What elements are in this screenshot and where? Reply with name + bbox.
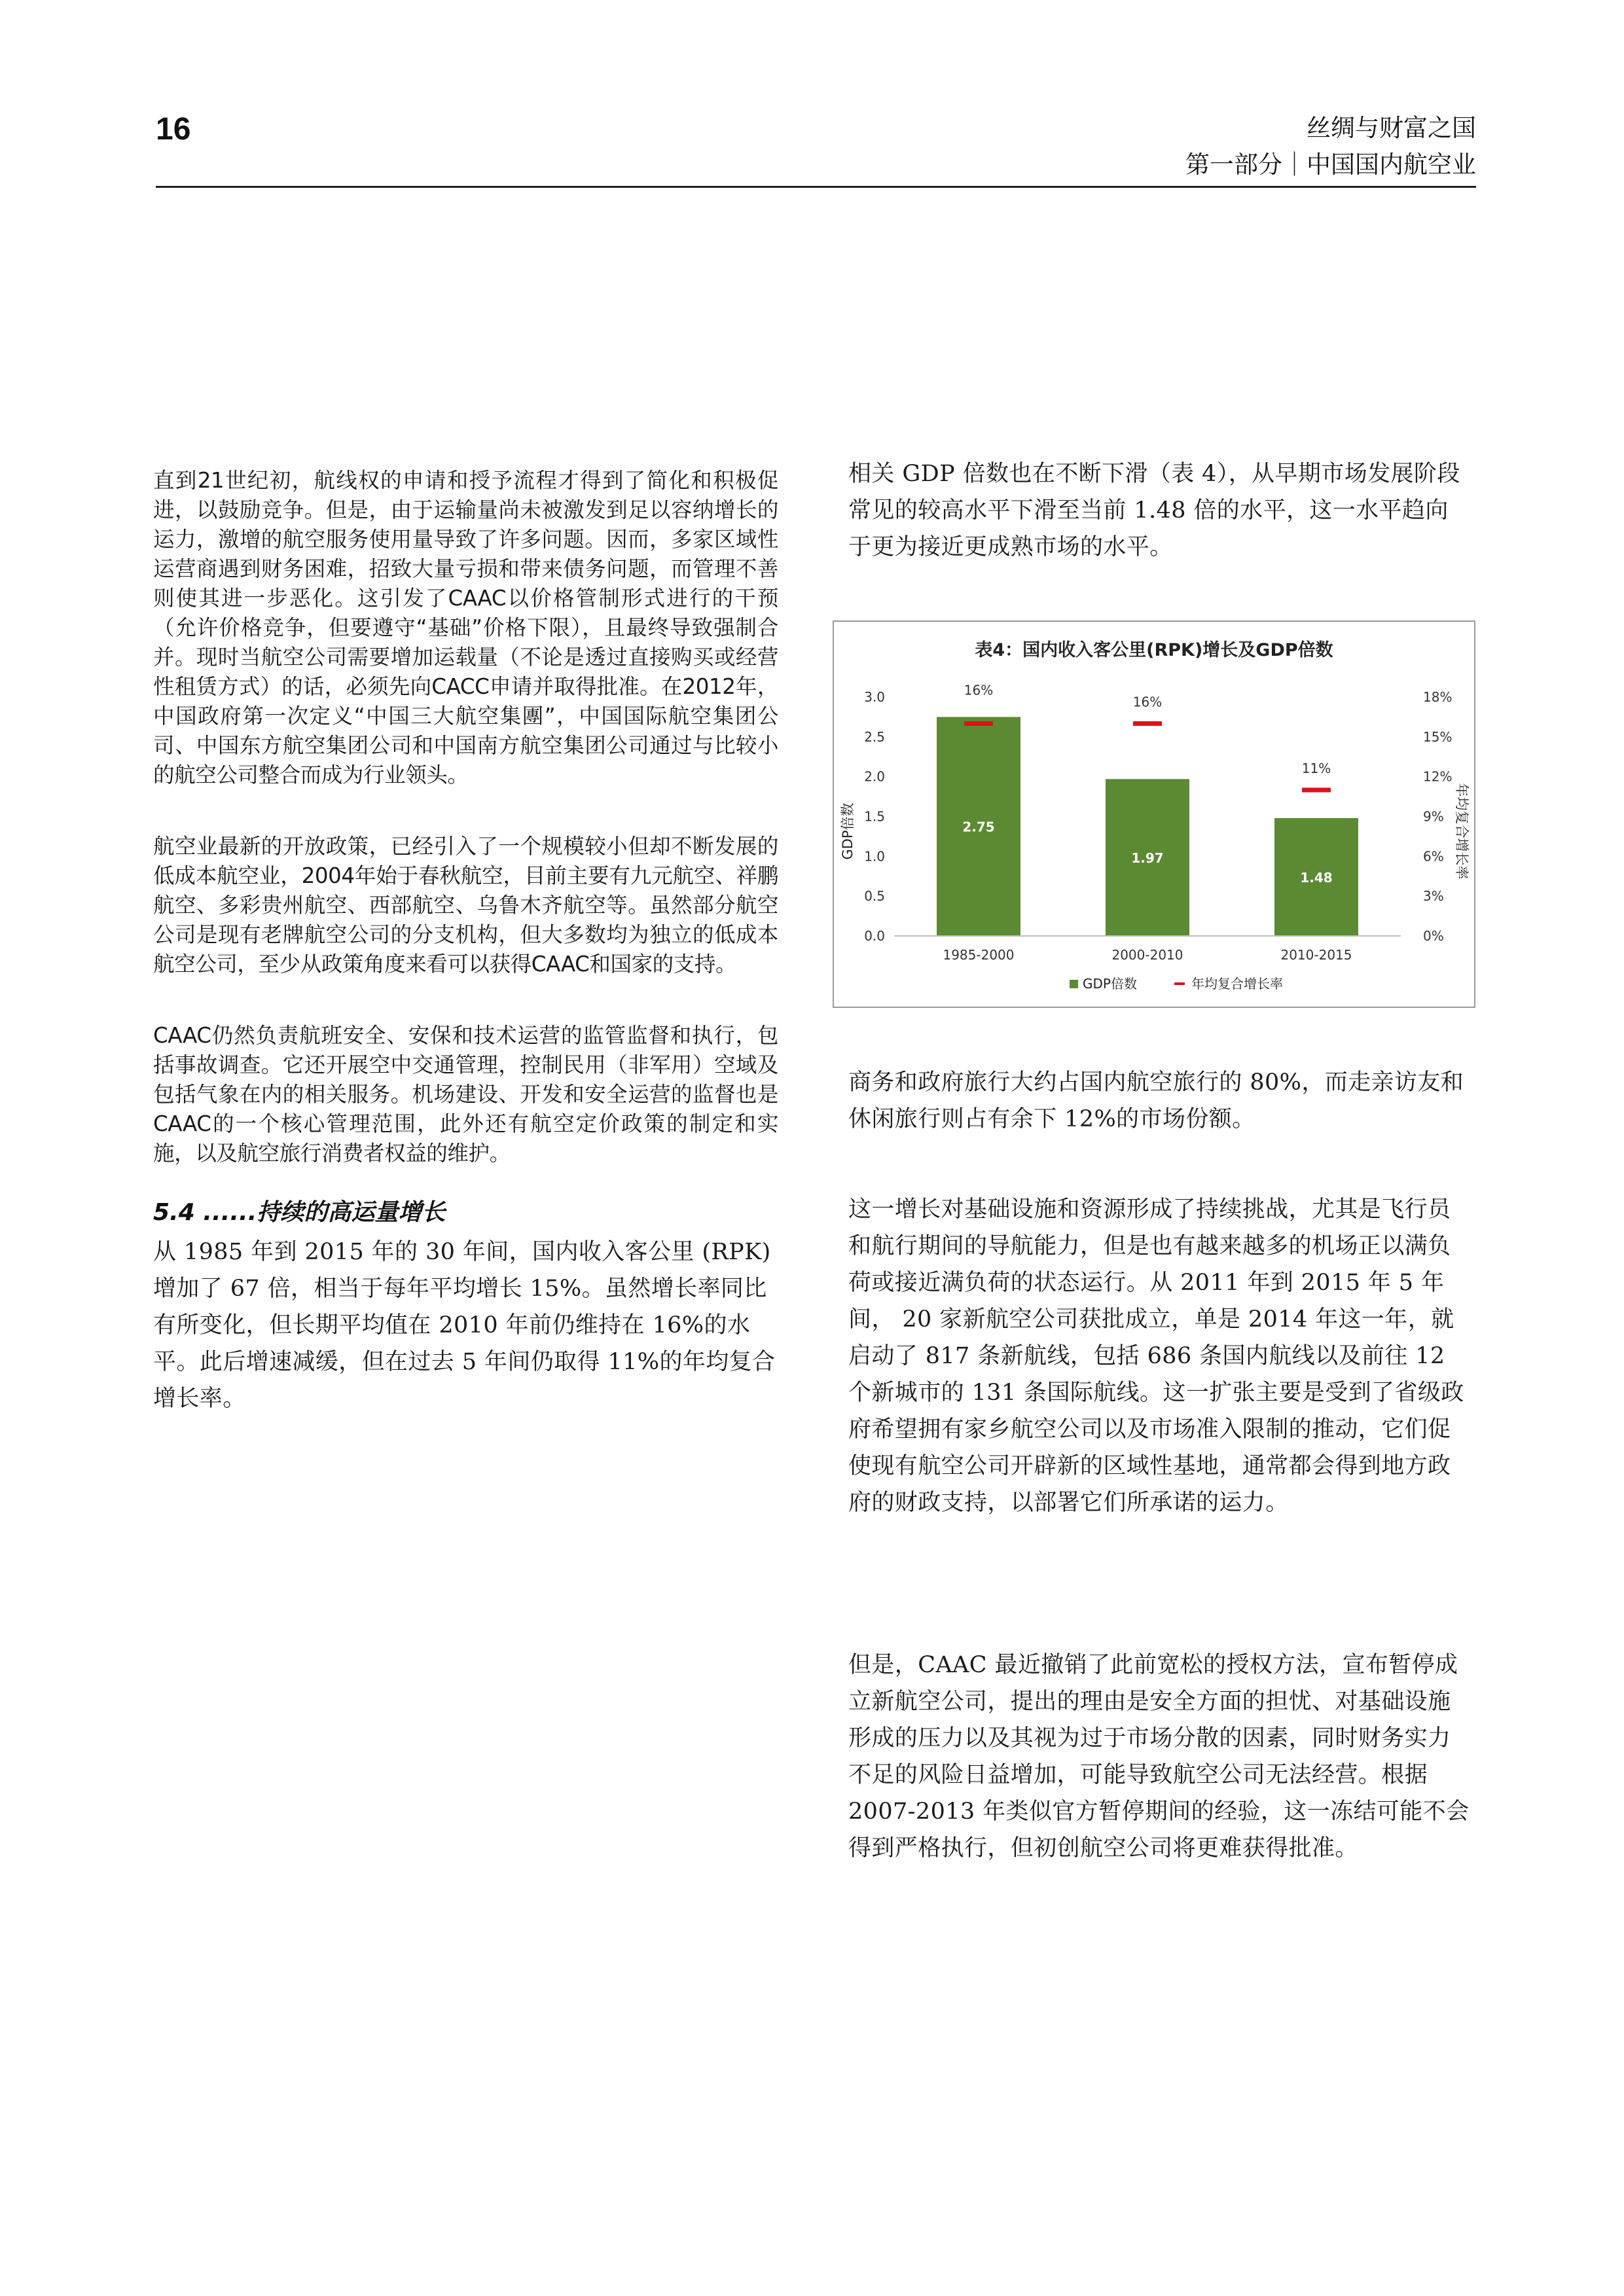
y2-axis-label: 年均复合增长率	[1454, 783, 1470, 880]
section-heading: 5.4 ......持续的高运量增长	[153, 1199, 446, 1226]
left-column	[153, 466, 778, 1417]
chart-container	[833, 620, 1475, 1008]
bar-value-label: 1.48	[1300, 869, 1333, 886]
y-tick-label: 0.0	[864, 928, 885, 944]
y2-tick-label: 0%	[1423, 928, 1444, 944]
y-tick-label: 2.5	[864, 728, 885, 745]
section-title: 第一部分｜中国国内航空业	[1185, 151, 1476, 179]
y-tick-label: 1.5	[864, 808, 885, 825]
paragraph: 航空业最新的开放政策，已经引入了一个规模较小但却不断发展的低成本航空业，2004年始于春秋航空，目前主要有九元航空、祥鹏航空、多彩贵州航空、西部航空、乌鲁木齐航空等。虽然部分航空公司是现有老牌航空公司的分支机构，但大多数均为独立的低成本航空公司，至少从政策角度来看可以获得CAAC和国家的支持。	[153, 834, 778, 977]
bar-value-label: 1.97	[1131, 850, 1164, 867]
document-title: 丝绸与财富之国	[1307, 114, 1476, 142]
bar-value-label: 2.75	[962, 819, 995, 835]
legend	[1070, 976, 1283, 992]
legend-label-bar: GDP倍数	[1083, 976, 1137, 992]
page-number: 16	[156, 112, 191, 147]
y-tick-label: 2.0	[864, 768, 885, 785]
y-tick-label: 3.0	[864, 689, 885, 705]
y2-tick-label: 3%	[1423, 888, 1444, 905]
y-axis-label: GDP倍数	[840, 802, 856, 860]
growth-rate-label: 11%	[1301, 760, 1331, 776]
paragraph: 直到21世纪初，航线权的申请和授予流程才得到了简化和积极促进，以鼓励竞争。但是，由于运输量尚未被激发到足以容纳增长的运力，激增的航空服务使用量导致了许多问题。因而，多家区域性运营商遇到财务困难，招致大量亏损和带来债务问题，而管理不善则使其进一步恶化。这引发了CAAC以价格管制形式进行的干预（允许价格竞争，但要遵守“基础”价格下限），且最终导致强制合并。现时当航空公司需要增加运载量（不论是透过直接购买或经营性租赁方式）的话，必须先向CACC申请并取得批准。在2012年， 中国政府第一次定义“中国三大航空集團”，中国国际航空集团公司、中国东方航空集团公司和中国南方航空集团公司通过与比较小的航空公司整合而成为行业领头。	[153, 468, 778, 787]
running-header	[1185, 110, 1476, 183]
x-tick-label: 1985-2000	[943, 947, 1015, 963]
y-tick-label: 1.0	[864, 848, 885, 865]
y2-tick-label: 9%	[1423, 808, 1444, 825]
right-paragraph-4	[848, 1647, 1470, 1867]
legend-swatch-bar	[1070, 980, 1078, 988]
right-paragraph-2	[848, 1064, 1470, 1138]
right-paragraph-3	[848, 1191, 1470, 1521]
paragraph: 但是，CAAC 最近撤销了此前宽松的授权方法，宣布暂停成立新航空公司，提出的理由是安全方面的担忧、对基础设施形成的压力以及其视为过于市场分散的因素，同时财务实力不足的风险日益增加，可能导致航空公司无法经营。根据 2007-2013 年类似官方暂停期间的经验，这一冻结可能不会得到严格执行，但初创航空公司将更难获得批准。	[848, 1652, 1470, 1861]
legend-label-marker: 年均复合增长率	[1191, 976, 1283, 992]
y-tick-label: 0.5	[864, 888, 885, 905]
growth-rate-label: 16%	[964, 682, 994, 698]
y2-tick-label: 15%	[1423, 728, 1453, 745]
right-column-intro	[848, 456, 1470, 565]
x-tick-label: 2000-2010	[1111, 947, 1183, 963]
y2-tick-label: 12%	[1423, 768, 1453, 785]
chart-title: 表4：国内收入客公里(RPK)增长及GDP倍数	[975, 640, 1333, 660]
header-divider	[156, 186, 1476, 188]
growth-rate-label: 16%	[1132, 694, 1163, 710]
paragraph: CAAC仍然负责航班安全、安保和技术运营的监管监督和执行，包括事故调查。它还开展空中交通管理，控制民用（非军用）空域及包括气象在内的相关服务。机场建设、开发和安全运营的监督也是CAAC的一个核心管理范围，此外还有航空定价政策的制定和实施，以及航空旅行消费者权益的维护。	[153, 1023, 778, 1166]
paragraph: 相关 GDP 倍数也在不断下滑（表 4），从早期市场发展阶段常见的较高水平下滑至当前 1.48 倍的水平，这一水平趋向于更为接近更成熟市场的水平。	[848, 461, 1460, 560]
paragraph: 商务和政府旅行大约占国内航空旅行的 80%，而走亲访友和休闲旅行则占有余下 12%的市场份额。	[848, 1069, 1464, 1132]
y2-tick-label: 6%	[1423, 848, 1444, 865]
y2-tick-label: 18%	[1423, 689, 1453, 705]
paragraph: 从 1985 年到 2015 年的 30 年间，国内收入客公里 (RPK)增加了 67 倍，相当于每年平均增长 15%。虽然增长率同比有所变化，但长期平均值在 2010 年前仍维持在 16%的水平。此后增速减缓，但在过去 5 年间仍取得 11%的年均复合增长率。	[153, 1239, 776, 1412]
chart	[834, 622, 1474, 1007]
x-tick-label: 2010-2015	[1280, 947, 1352, 963]
paragraph: 这一增长对基础设施和资源形成了持续挑战，尤其是飞行员和航行期间的导航能力，但是也有越来越多的机场正以满负荷或接近满负荷的状态运行。从 2011 年到 2015 年 5 年间， 20 家新航空公司获批成立，单是 2014 年这一年，就启动了 817 条新航线，包括 686 条国内航线以及前往 12 个新城市的 131 条国际航线。这一扩张主要是受到了省级政府希望拥有家乡航空公司以及市场准入限制的推动，它们促使现有航空公司开辟新的区域性基地，通常都会得到地方政府的财政支持，以部署它们所承诺的运力。	[848, 1196, 1464, 1516]
